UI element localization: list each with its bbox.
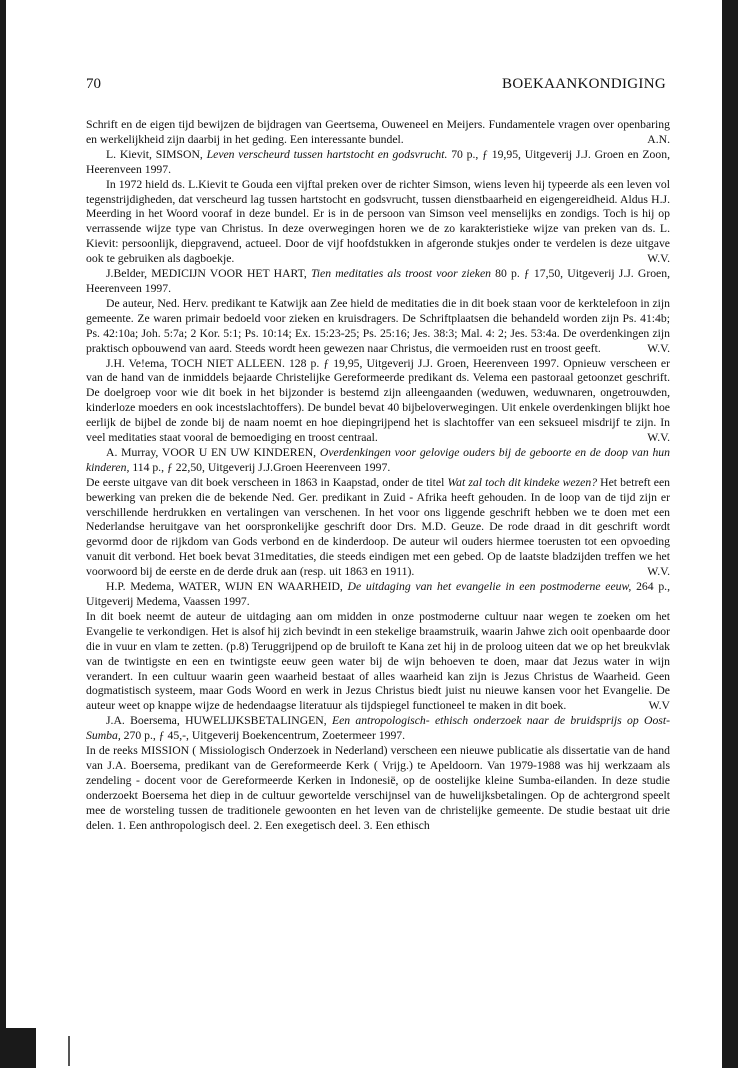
entry-subtitle: Een antropologisch- ethisch onderzoek naar de bruidsprijs op Oost- Sumba,: [86, 714, 670, 743]
entry-title: H.P. Medema, WATER, WIJN EN WAARHEID,: [106, 580, 348, 594]
margin-mark: [68, 1036, 70, 1066]
entry-details: 264 p., Uitgeverij Medema, Vaassen 1997.: [86, 580, 670, 608]
entry-subtitle: Leven verscheurd tussen hartstocht en godsvrucht.: [206, 147, 448, 161]
paragraph-text: De eerste uitgave van dit boek verscheen in 1863 in Kaapstad, onder de titel: [86, 475, 448, 489]
paragraph-text-continued: Het betreft een bewerking van preken die de bekende Ned. Ger. predikant in Zuid - Afrika heeft gehouden. In de loop van de tijd zijn er verschillende herdrukken en vertalingen van verschenen. In het voor ons liggende geschrift hebben we te doen met een Nederlandse heruitgave van het oorspronkelijke geschrift door Drs. M.D. Geuze. De rode draad in dit geschrift wordt gevormd door de rijkdom van Gods verbond en de kinderdoop. De auteur wil ouders hiermee toerusten tot een opvoeding vanuit dit verbond. Het boek bevat 31meditaties, die steeds eindigen met een gebed. Op de laatste bladzijden treffen we het voorwoord bij de eerste en de derde druk aan (resp. uit 1863 en 1911).: [86, 475, 671, 579]
book-entry-belder: [86, 267, 670, 297]
reviewer-initials: W.V.: [647, 341, 670, 355]
reviewer-initials: A.N.: [647, 132, 670, 146]
book-entry-medema: [86, 580, 670, 610]
entry-details: 270 p., ƒ 45,-, Uitgeverij Boekencentrum, Zoetermeer 1997.: [120, 729, 406, 743]
reviewer-initials: W.V: [648, 699, 670, 713]
review-murray: [86, 476, 670, 580]
running-title: BOEKAANKONDIGING: [502, 76, 666, 92]
book-entry-kievit: [86, 148, 670, 178]
paragraph-text: In de reeks MISSION ( Missiologisch Onderzoek in Nederland) verscheen een nieuwe publicatie als dissertatie van de hand van J.A. Boersema, predikant van de Gereformeerde Kerk ( Vrijg.) te Apeldoorn. Van 1979-1988 was hij werkzaam als zendeling - docent voor de Gereformeerde Kerken in Indonesië, op de oostelijke kleine Sumba-eilanden. In deze studie onderzoekt Boersema het diep in de cultuur gewortelde verschijnsel van de huwelijksbetalingen. Op de achtergrond speelt mee de worsteling tussen de traditionele gewoonten en het leven van de christelijke gemeente. De studie bestaat uit drie delen. 1. Een anthropologisch deel. 2. Een exegetisch deel. 3. Een ethisch: [86, 744, 670, 832]
paragraph-text: Schrift en de eigen tijd bewijzen de bijdragen van Geertsema, Ouweneel en Meijers. Fundamentele vragen over openbaring en werkelijkheid zijn daarbij in het geding. Een interessante bundel.: [86, 118, 670, 146]
entry-title: J.A. Boersema, HUWELIJKSBETALINGEN,: [106, 714, 332, 728]
scan-edge-left: [0, 0, 6, 1068]
entry-details: 80 p. ƒ 17,50, Uitgeverij J.J. Groen, Heerenveen 1997.: [86, 267, 671, 295]
scan-edge-right: [722, 0, 738, 1068]
reviewer-initials: W.V.: [647, 431, 670, 445]
page-number: 70: [86, 76, 101, 92]
reviewer-initials: W.V.: [647, 565, 670, 579]
review-boersema: [86, 744, 670, 833]
original-title: Wat zal toch dit kindeke wezen?: [447, 475, 598, 489]
entry-title: A. Murray, VOOR U EN UW KINDEREN,: [106, 445, 320, 459]
page: [68, 68, 680, 1053]
entry-title: L. Kievit, SIMSON,: [106, 147, 207, 161]
page-header: [86, 76, 666, 98]
paragraph-text: In dit boek neemt de auteur de uitdaging aan om midden in onze postmoderne cultuur naar wegen te zoeken om het Evangelie te verkondigen. Het is alsof hij zich bevindt in een stekelige braamstruik, waarin Jahwe zich ooit openbaarde door die in vuur en vlam te zetten. (p.8) Teruggrijpend op de bruiloft te Kana zet hij in de proloog uiteen dat we op het breukvlak van de twintigste en een en twintigste eeuw geen water bij de wijn behoeven te doen, maar dat Jezus water in wijn verandert. In een cultuur waarin geen waarheid bestaat of alles waarheid kan zijn is Jezus Christus de Waarheid. Geen dogmatistisch systeem, maar Gods Woord en werk in Jezus Christus biedt juist nu nieuwe kansen voor het Evangelie. De auteur weet op knappe wijze de hedendaagse literatuur als tijdspiegel functioneel te maken in dit boek.: [86, 609, 670, 713]
book-entry-murray: [86, 446, 670, 476]
paragraph-text: De auteur, Ned. Herv. predikant te Katwijk aan Zee hield de meditaties die in dit boek staan voor de kerktelefoon in zijn gemeente. Ze waren primair bedoeld voor zieken en kruisdragers. De Schriftplaatsen die behandeld worden zijn Ps. 41:4b; Ps. 42:10a; Joh. 5:7a; 2 Kor. 5:1; Ps. 10:14; Ex. 15:23-25; Ps. 25:16; Jes. 38:3; Mal. 4: 2; Jes. 53:4a. De overdenkingen zijn praktisch opbouwend van aard. Steeds wordt heen gewezen naar Christus, die vermoeiden rust en troost geeft.: [86, 296, 670, 355]
page-body: [86, 118, 670, 834]
review-medema: [86, 610, 670, 714]
review-kievit: [86, 178, 670, 267]
paragraph-1: [86, 118, 670, 148]
book-entry-boersema: [86, 714, 670, 744]
entry-details: 70 p., ƒ 19,95, Uitgeverij J.J. Groen en Zoon, Heerenveen 1997.: [86, 147, 670, 176]
entry-subtitle: Tien meditaties als troost voor zieken: [310, 267, 491, 281]
entry-subtitle: De uitdaging van het evangelie in een postmoderne eeuw,: [347, 580, 632, 594]
entry-subtitle: Overdenkingen voor gelovige ouders bij de geboorte en de doop van hun kinderen,: [86, 445, 670, 474]
review-velema: [86, 357, 670, 446]
paragraph-text: J.H. Ve!ema, TOCH NIET ALLEEN. 128 p. ƒ 19,95, Uitgeverij J.J. Groen, Heerenveen 1997. Opnieuw verscheen er van de hand van de inmiddels bejaarde Christelijke Gereformeerde predikant ds. Velema een pastoraal getoonzet geschrift. De doelgroep voor wie dit boek in het bijzonder is bestemd zijn alleengaanden (weduwen, weduwnaren, ongetrouwden, kinderloze moeders en ook incestslachtoffers). De bundel bevat 40 bijbeloverwegingen. Uit enkele overdenkingen blijkt hoe eerlijk de bijbel de zonde bij de naam noemt en hoe diepingrijpend het is slachtoffer van een seksueel misdrijf te zijn. In veel meditaties staat vooral de bemoediging en troost centraal.: [86, 356, 670, 445]
entry-details: 114 p., ƒ 22,50, Uitgeverij J.J.Groen Heerenveen 1997.: [129, 460, 391, 474]
paragraph-text: In 1972 hield ds. L.Kievit te Gouda een vijftal preken over de richter Simson, wiens leven hij typeerde als een leven vol tegenstrijdigheden, dat verscheurd lag tussen hartstocht en godsvrucht, tussen dienstbaarheid en eigengereidheid. Aldus H.J. Meerding in het Woord vooraf in deze bundel. Er is in de persoon van Simson veel menselijks en zondigs. Toch is hij op verrassende wijze type van Christus. In deze overwegingen horen we de zo karakteristieke wijze van preken van ds. L. Kievit: persoonlijk, diepgravend, actueel. Door de vijf hoofdstukken in afgeronde stukjes onder te verdelen is deze uitgave ook te gebruiken als dagboekje.: [86, 177, 670, 266]
scan-edge-bottom-left: [0, 1028, 36, 1068]
review-belder: [86, 297, 670, 357]
reviewer-initials: W.V.: [647, 252, 670, 266]
entry-title: J.Belder, MEDICIJN VOOR HET HART,: [106, 267, 311, 281]
